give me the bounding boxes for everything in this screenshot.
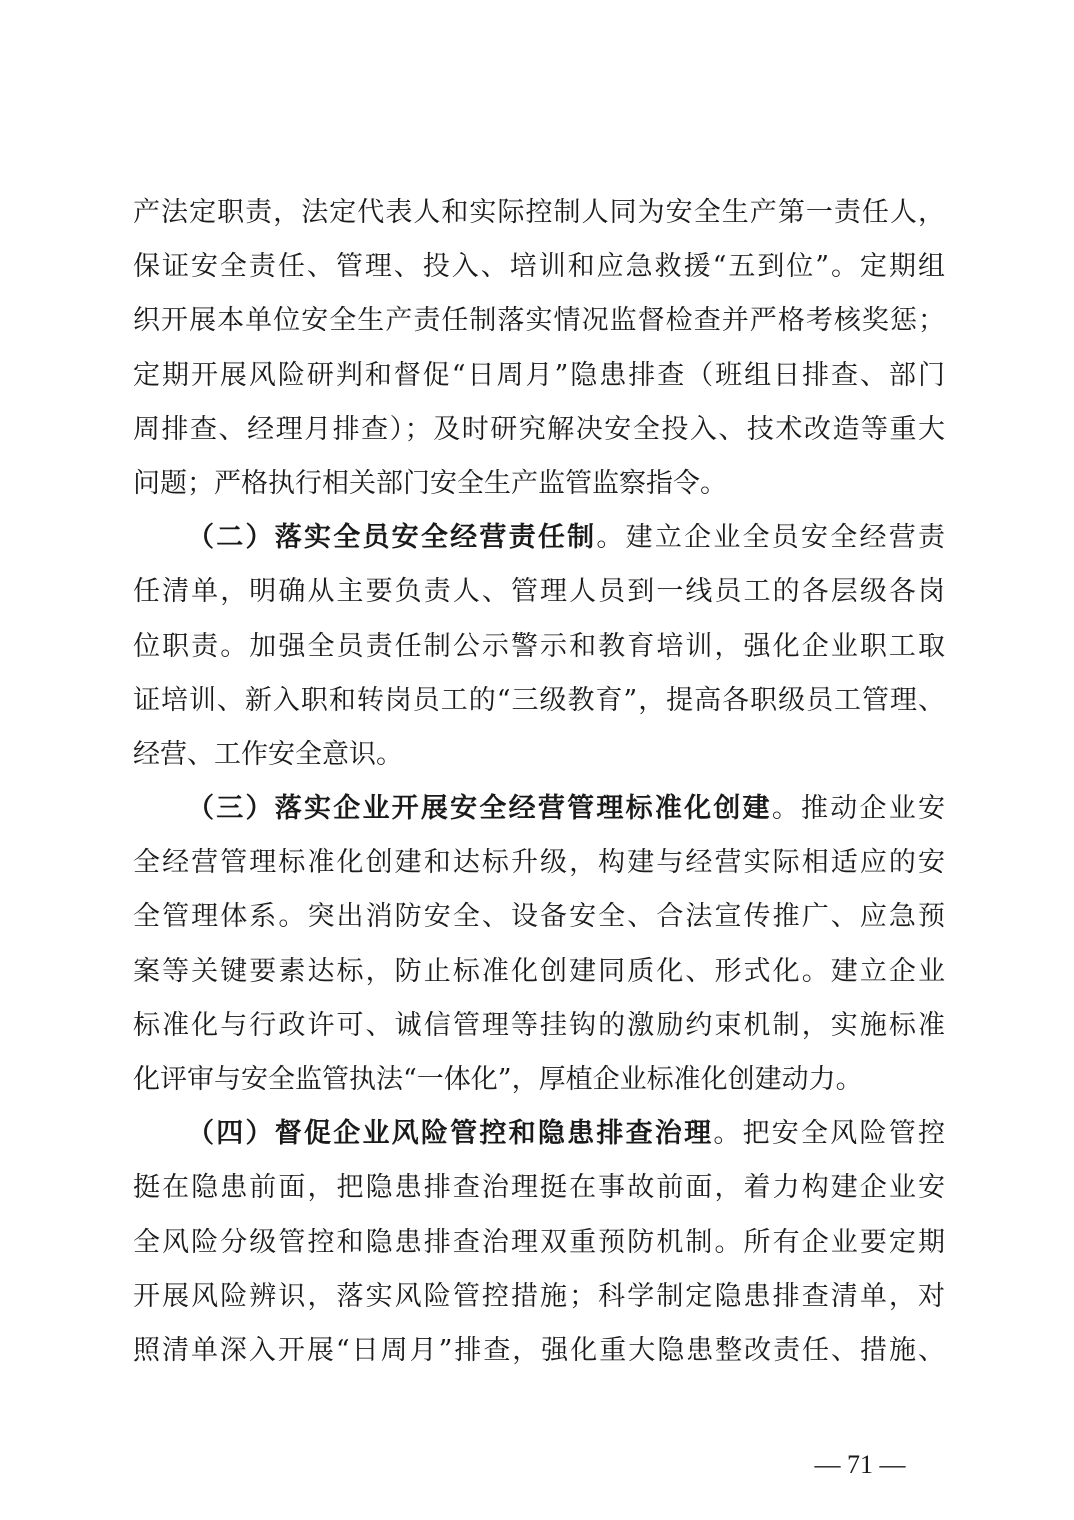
paragraph-section-3 <box>133 782 945 1107</box>
text-span: 。推动企业安 <box>771 793 946 825</box>
text-line: 定期开展风险研判和督促“日周月”隐患排查（班组日排查、部门 <box>133 359 945 391</box>
paragraph-section-4 <box>133 1107 945 1378</box>
paragraph-continued <box>133 186 945 511</box>
section-heading: （二）落实全员安全经营责任制 <box>187 522 597 554</box>
text-line: 挺在隐患前面，把隐患排查治理挺在事故前面，着力构建企业安 <box>133 1172 945 1204</box>
text-line: 化评审与安全监管执法“一体化”，厚植企业标准化创建动力。 <box>133 1064 863 1095</box>
text-line: 织开展本单位安全生产责任制落实情况监督检查并严格考核奖惩； <box>133 305 945 337</box>
text-line: 开展风险辨识，落实风险管控措施；科学制定隐患排查清单，对 <box>133 1280 945 1312</box>
text-line: 经营、工作安全意识。 <box>133 738 403 770</box>
page-number: — 71 — <box>814 1450 906 1479</box>
text-span: 。建立企业全员安全经营责 <box>596 522 945 554</box>
text-line: 任清单，明确从主要负责人、管理人员到一线员工的各层级各岗 <box>133 576 945 608</box>
text-line: 标准化与行政许可、诚信管理等挂钩的激励约束机制，实施标准 <box>133 1009 945 1041</box>
text-line: 问题；严格执行相关部门安全生产监管监察指令。 <box>133 467 727 499</box>
text-line: 全管理体系。突出消防安全、设备安全、合法宣传推广、应急预 <box>133 901 945 933</box>
text-line: 保证安全责任、管理、投入、培训和应急救援“五到位”。定期组 <box>133 251 945 283</box>
text-line: 案等关键要素达标，防止标准化创建同质化、形式化。建立企业 <box>133 955 945 987</box>
text-span: 。把安全风险管控 <box>713 1118 946 1150</box>
text-line <box>133 1107 945 1161</box>
paragraph-section-2 <box>133 511 945 782</box>
text-line: 位职责。加强全员责任制公示警示和教育培训，强化企业职工取 <box>133 630 945 662</box>
text-line: 全经营管理标准化创建和达标升级，构建与经营实际相适应的安 <box>133 847 945 879</box>
section-heading: （三）落实企业开展安全经营管理标准化创建 <box>187 793 772 825</box>
text-line: 证培训、新入职和转岗员工的“三级教育”，提高各职级员工管理、 <box>133 684 945 716</box>
section-heading: （四）督促企业风险管控和隐患排查治理 <box>187 1118 714 1150</box>
text-line <box>133 511 945 565</box>
text-line: 照清单深入开展“日周月”排查，强化重大隐患整改责任、措施、 <box>133 1334 945 1366</box>
text-line: 周排查、经理月排查）；及时研究解决安全投入、技术改造等重大 <box>133 413 945 445</box>
text-line <box>133 782 945 836</box>
text-line: 产法定职责，法定代表人和实际控制人同为安全生产第一责任人， <box>133 197 945 228</box>
document-body <box>133 186 945 1378</box>
text-line: 全风险分级管控和隐患排查治理双重预防机制。所有企业要定期 <box>133 1226 945 1258</box>
